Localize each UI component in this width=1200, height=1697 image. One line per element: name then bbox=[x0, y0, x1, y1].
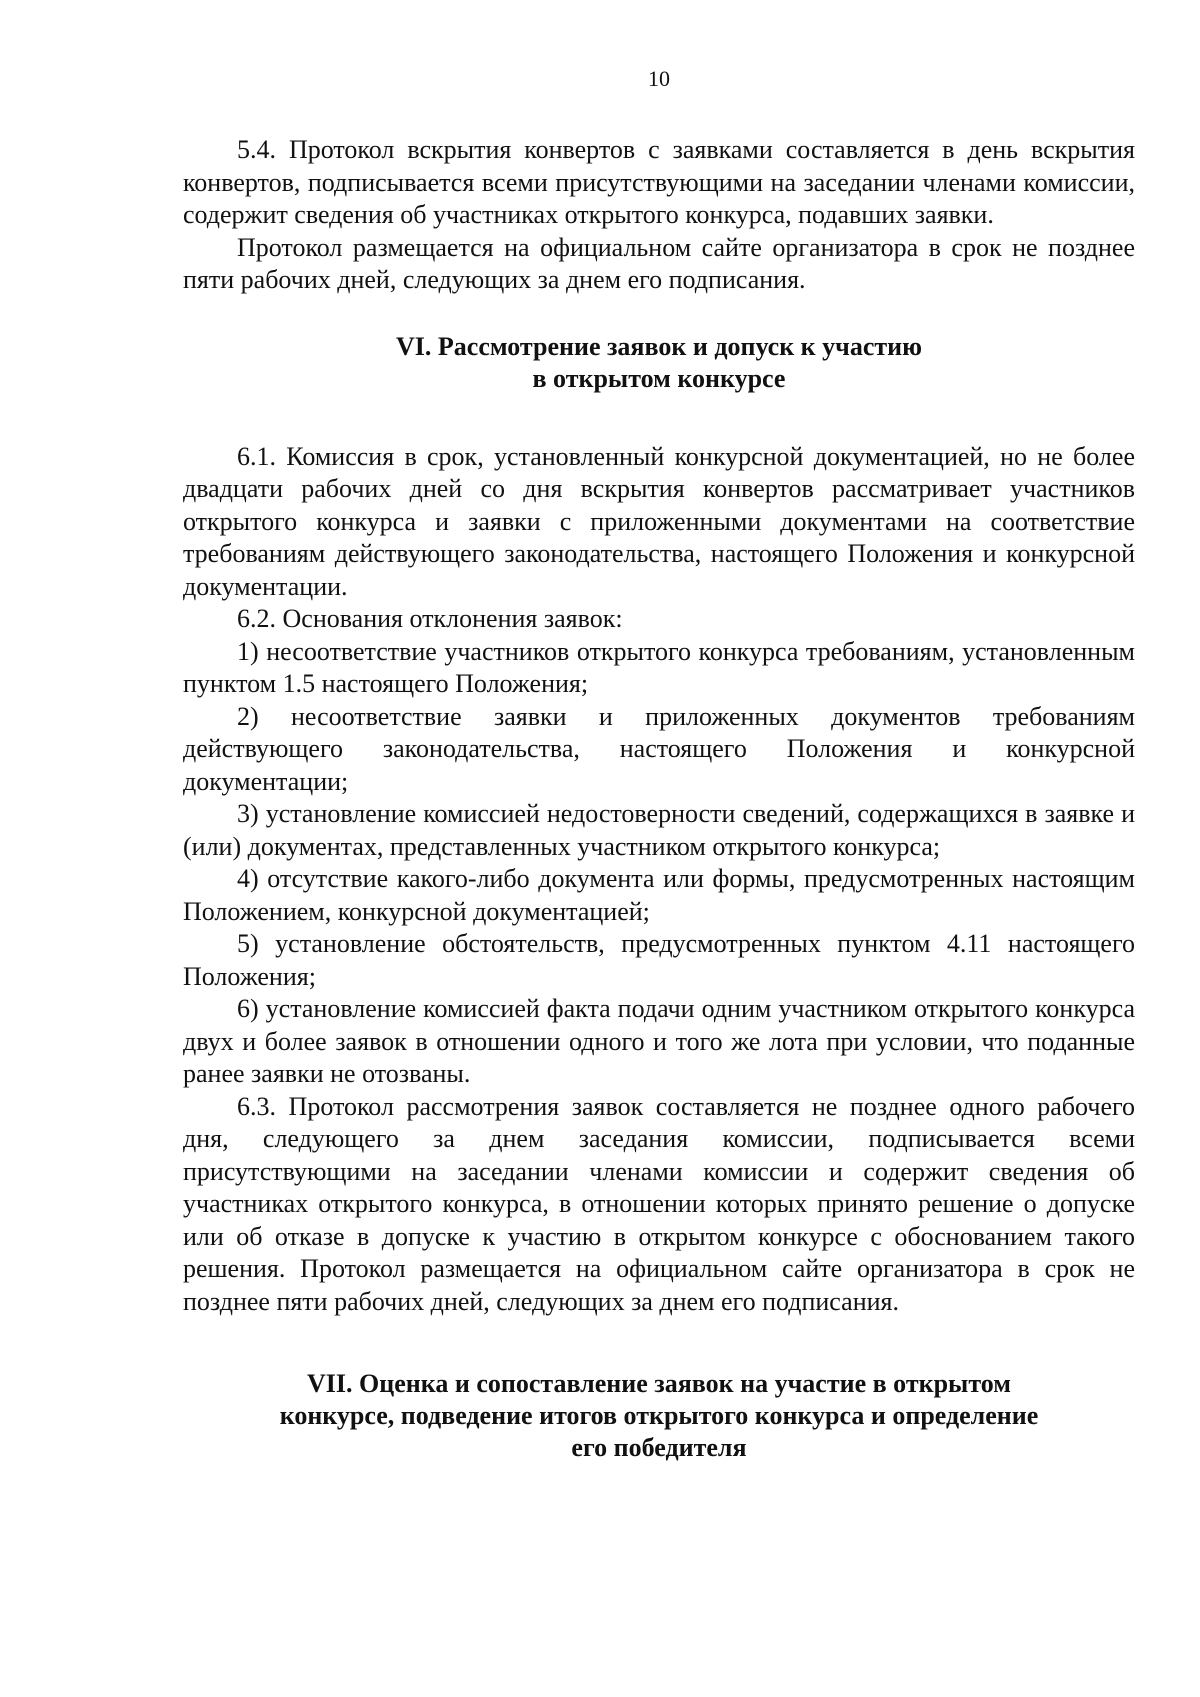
list-item-5: 5) установление обстоятельств, предусмотренных пунктом 4.11 настоящего Положения; bbox=[183, 929, 1135, 991]
page-number: 10 bbox=[648, 66, 670, 91]
section-heading-vi-line-2: в открытом конкурсе bbox=[532, 363, 786, 393]
paragraph-6-2: 6.2. Основания отклонения заявок: bbox=[237, 604, 623, 633]
list-item-2: 2) несоответствие заявки и приложенных документов требованиям действующего законодательства, настоящего Положения и конкурсной документации; bbox=[183, 701, 1135, 796]
section-heading-vii-line-2: конкурсе, подведение итогов открытого конкурса и определение bbox=[279, 1401, 1039, 1430]
list-item-6: 6) установление комиссией факта подачи одним участником открытого конкурса двух и более заявок в отношении одного и того же лота при условии, что поданные ранее заявки не отозваны. bbox=[183, 994, 1135, 1088]
section-heading-vii-line-3: его победителя bbox=[571, 1433, 747, 1462]
section-heading-vii-line-1: VII. Оценка и сопоставление заявок на участие в открытом bbox=[307, 1369, 1011, 1398]
list-item-3: 3) установление комиссией недостоверности сведений, содержащихся в заявке и (или) документах, представленных участником открытого конкурса; bbox=[183, 799, 1135, 861]
paragraph-5-4: 5.4. Протокол вскрытия конвертов с заявками составляется в день вскрытия конвертов, подписывается всеми присутствующими на заседании членами комиссии, содержит сведения об участниках открытого конкурса, подавших заявки. bbox=[183, 135, 1135, 229]
list-item-4: 4) отсутствие какого-либо документа или формы, предусмотренных настоящим Положением, конкурсной документацией; bbox=[183, 864, 1135, 926]
list-item-1: 1) несоответствие участников открытого конкурса требованиям, установленным пунктом 1.5 настоящего Положения; bbox=[183, 636, 1135, 698]
paragraph-6-3: 6.3. Протокол рассмотрения заявок составляется не позднее одного рабочего дня, следующего за днем заседания комиссии, подписывается всеми присутствующими на заседании членами комиссии и содержит сведения об участниках открытого конкурса, в отношении которых принято решение о допуске или об отказе в допуске к участию в открытом конкурсе с обоснованием такого решения. Протокол размещается на официальном сайте организатора в срок не позднее пяти рабочих дней, следующих за днем его подписания. bbox=[183, 1091, 1135, 1316]
section-heading-vi-line-1: VI. Рассмотрение заявок и допуск к участию bbox=[396, 331, 922, 361]
paragraph-6-1: 6.1. Комиссия в срок, установленный конкурсной документацией, но не более двадцати рабочих дней со дня вскрытия конвертов рассматривает участников открытого конкурса и заявки с приложенными документами на соответствие требованиям действующего законодательства, настоящего Положения и конкурсной документации. bbox=[183, 441, 1135, 601]
section-heading-vii bbox=[183, 1368, 1135, 1464]
paragraph-protocol-publication: Протокол размещается на официальном сайте организатора в срок не позднее пяти рабочих дней, следующих за днем его подписания. bbox=[183, 232, 1135, 294]
section-heading-vi bbox=[183, 331, 1135, 395]
